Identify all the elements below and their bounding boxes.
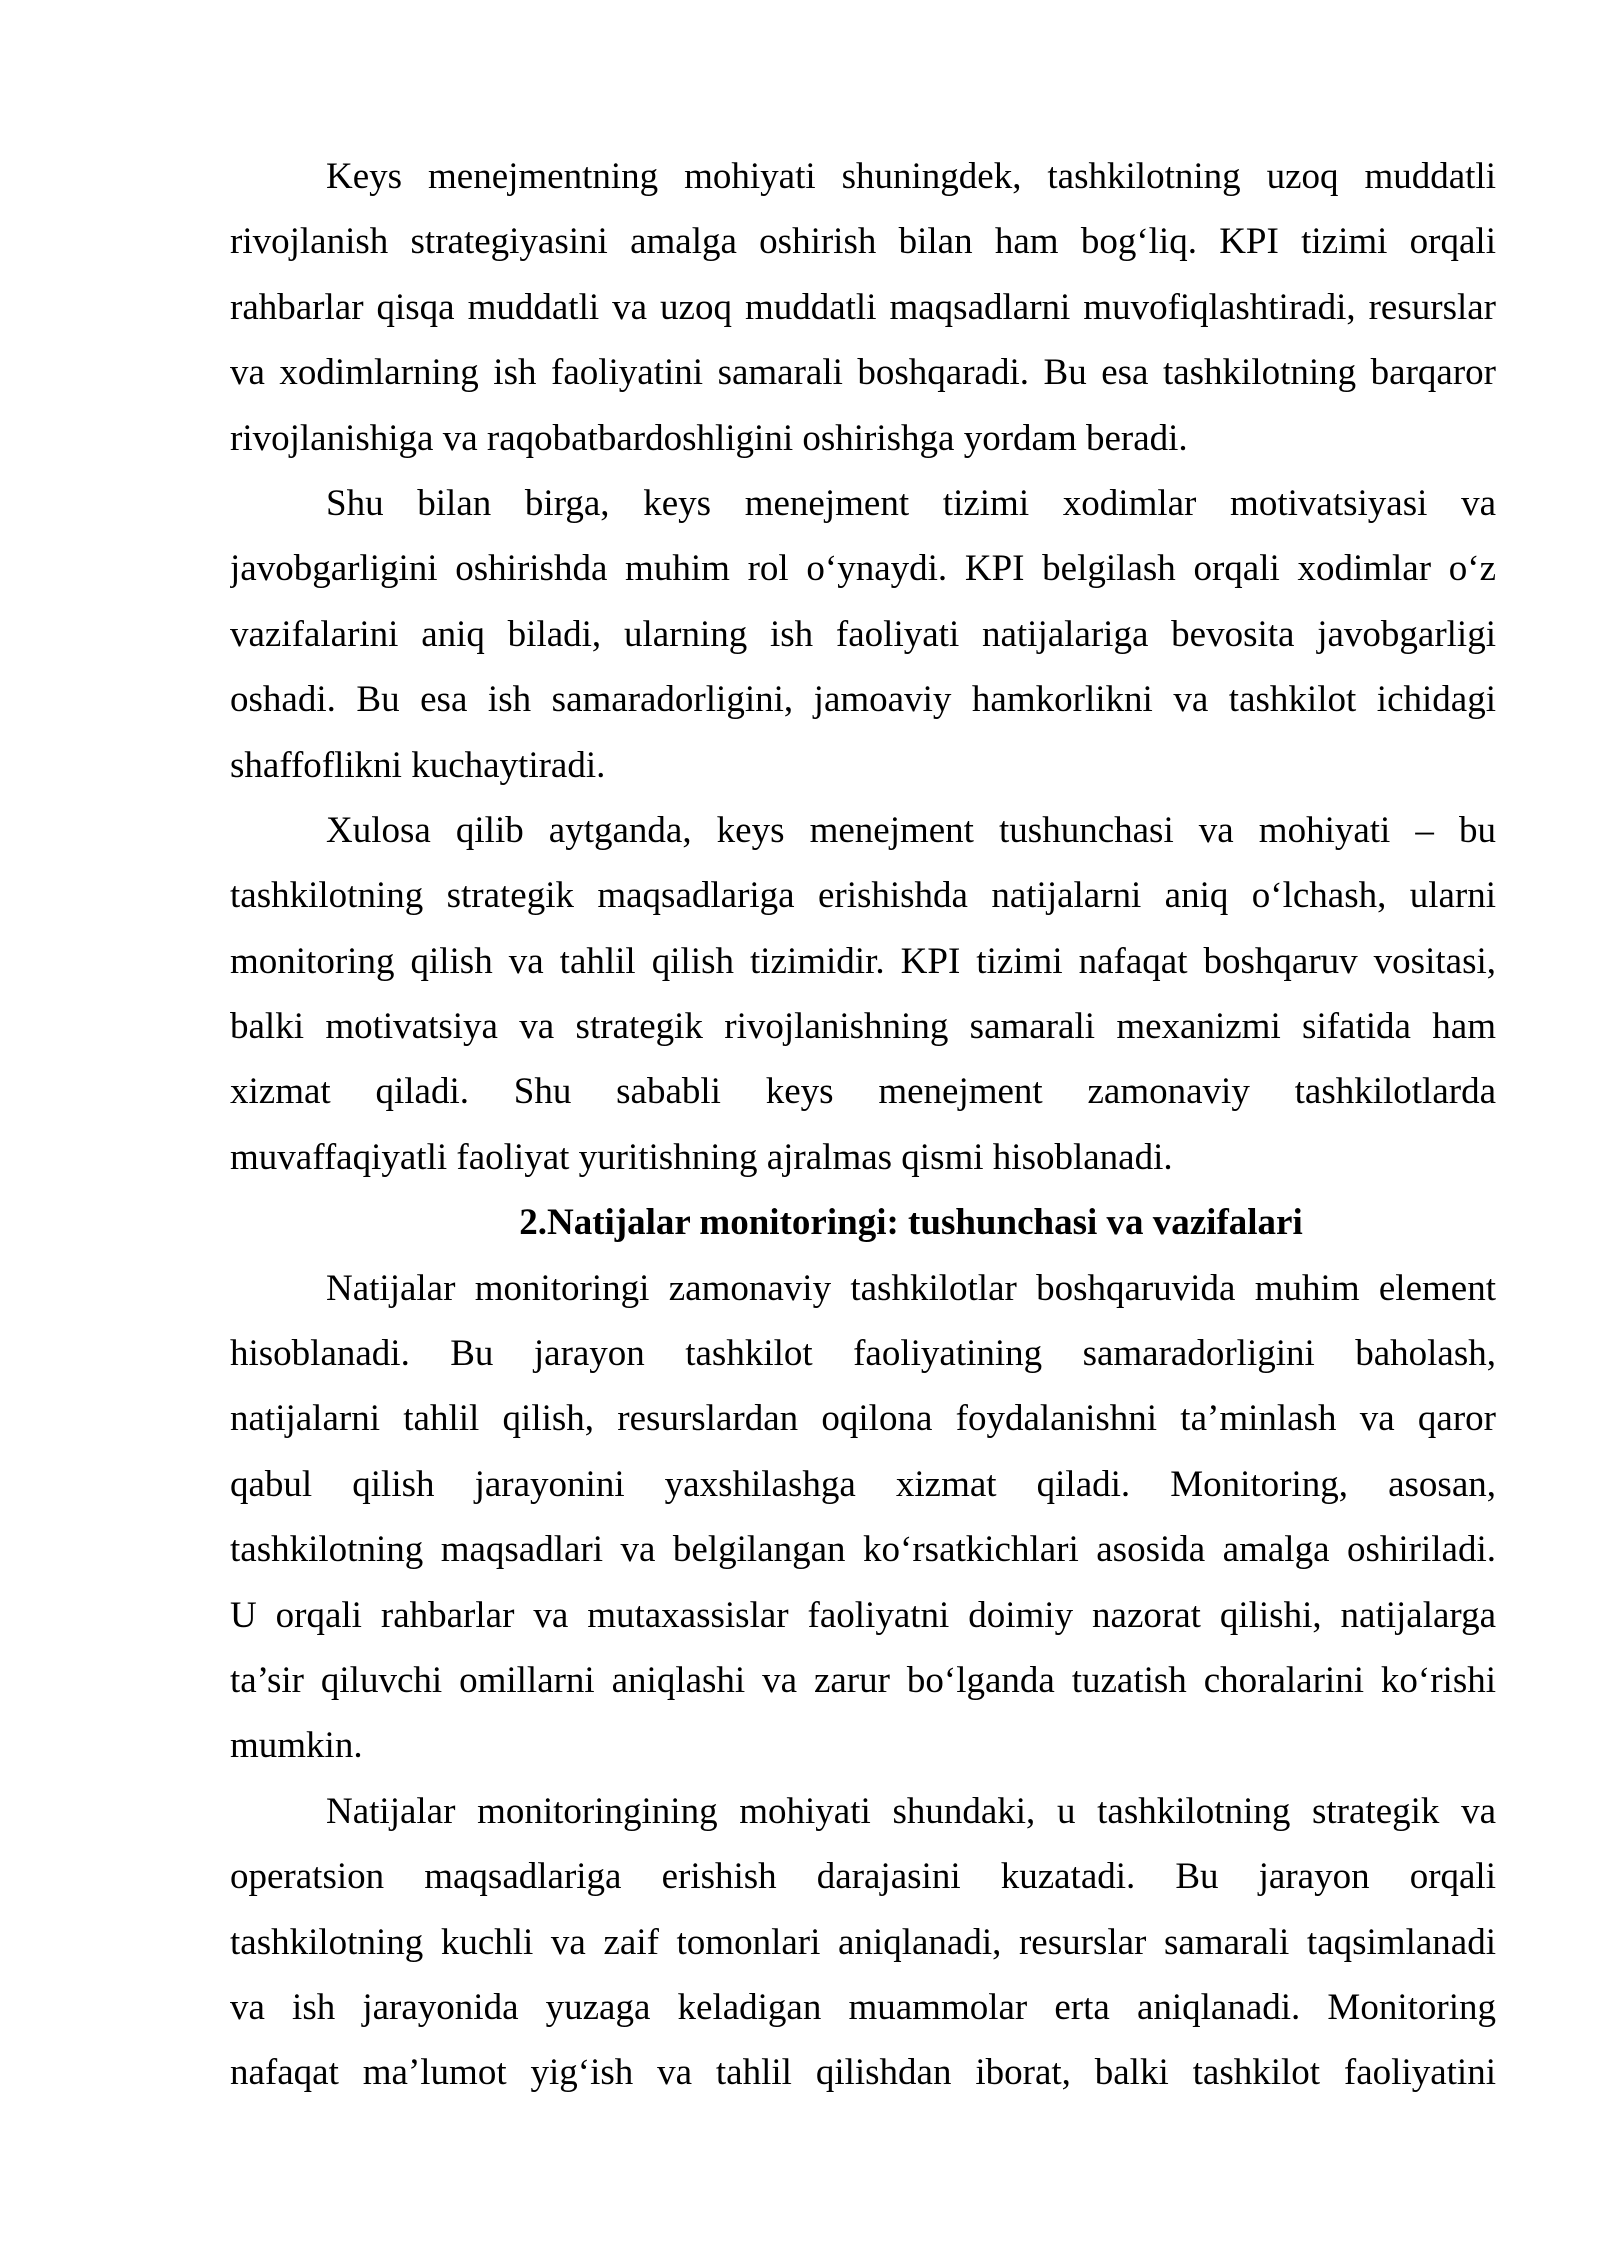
text-line: tashkilotning strategik maqsadlariga erishishda natijalarni aniq o‘lchash, ularni <box>230 875 1496 917</box>
text-line: Natijalar monitoringining mohiyati shundaki, u tashkilotning strategik va <box>326 1790 1496 1832</box>
document-body <box>230 144 1496 2106</box>
text-line: operatsion maqsadlariga erishish darajasini kuzatadi. Bu jarayon orqali <box>230 1856 1496 1898</box>
text-line: hisoblanadi. Bu jarayon tashkilot faoliyatining samaradorligini baholash, <box>230 1333 1496 1375</box>
paragraph <box>230 1779 1496 2106</box>
text-line: ta’sir qiluvchi omillarni aniqlashi va zarur bo‘lganda tuzatish choralarini ko‘rishi <box>230 1659 1496 1701</box>
text-line: monitoring qilish va tahlil qilish tizimidir. KPI tizimi nafaqat boshqaruv vositasi, <box>230 940 1496 982</box>
text-line: vazifalarini aniq biladi, ularning ish faoliyati natijalariga bevosita javobgarligi <box>230 613 1496 655</box>
text-line: natijalarni tahlil qilish, resurslardan oqilona foydalanishni ta’minlash va qaror <box>230 1398 1496 1440</box>
paragraph <box>230 471 1496 798</box>
text-line: U orqali rahbarlar va mutaxassislar faoliyatni doimiy nazorat qilishi, natijalarga <box>230 1594 1496 1636</box>
text-line: tashkilotning maqsadlari va belgilangan ko‘rsatkichlari asosida amalga oshiriladi. <box>230 1529 1496 1571</box>
paragraph <box>230 798 1496 1190</box>
text-line: muvaffaqiyatli faoliyat yuritishning ajralmas qismi hisoblanadi. <box>230 1136 1173 1178</box>
section-heading: 2.Natijalar monitoringi: tushunchasi va vazifalari <box>519 1202 1303 1244</box>
paragraph <box>230 1256 1496 1779</box>
text-line: nafaqat ma’lumot yig‘ish va tahlil qilishdan iborat, balki tashkilot faoliyatini <box>230 2052 1496 2094</box>
text-line: va ish jarayonida yuzaga keladigan muammolar erta aniqlanadi. Monitoring <box>230 1986 1496 2028</box>
text-line: qabul qilish jarayonini yaxshilashga xizmat qiladi. Monitoring, asosan, <box>230 1463 1496 1505</box>
text-line: balki motivatsiya va strategik rivojlanishning samarali mexanizmi sifatida ham <box>230 1006 1496 1048</box>
text-line: Shu bilan birga, keys menejment tizimi xodimlar motivatsiyasi va <box>326 482 1496 524</box>
text-line: va xodimlarning ish faoliyatini samarali boshqaradi. Bu esa tashkilotning barqaror <box>230 352 1496 394</box>
text-line: rivojlanishiga va raqobatbardoshligini oshirishga yordam beradi. <box>230 417 1188 459</box>
text-line: rivojlanish strategiyasini amalga oshirish bilan ham bog‘liq. KPI tizimi orqali <box>230 221 1496 263</box>
text-line: javobgarligini oshirishda muhim rol o‘ynaydi. KPI belgilash orqali xodimlar o‘z <box>230 548 1496 590</box>
text-line: oshadi. Bu esa ish samaradorligini, jamoaviy hamkorlikni va tashkilot ichidagi <box>230 679 1496 721</box>
text-line: Natijalar monitoringi zamonaviy tashkilotlar boshqaruvida muhim element <box>326 1267 1496 1309</box>
text-line: Xulosa qilib aytganda, keys menejment tushunchasi va mohiyati – bu <box>326 809 1496 851</box>
text-line: tashkilotning kuchli va zaif tomonlari aniqlanadi, resurslar samarali taqsimlanadi <box>230 1921 1496 1963</box>
text-line: mumkin. <box>230 1725 363 1767</box>
text-line: xizmat qiladi. Shu sababli keys menejment zamonaviy tashkilotlarda <box>230 1071 1496 1113</box>
text-line: shaffoflikni kuchaytiradi. <box>230 744 606 786</box>
text-line: rahbarlar qisqa muddatli va uzoq muddatli maqsadlarni muvofiqlashtiradi, resurslar <box>230 286 1496 328</box>
text-line: Keys menejmentning mohiyati shuningdek, tashkilotning uzoq muddatli <box>326 156 1496 197</box>
paragraph <box>230 144 1496 471</box>
